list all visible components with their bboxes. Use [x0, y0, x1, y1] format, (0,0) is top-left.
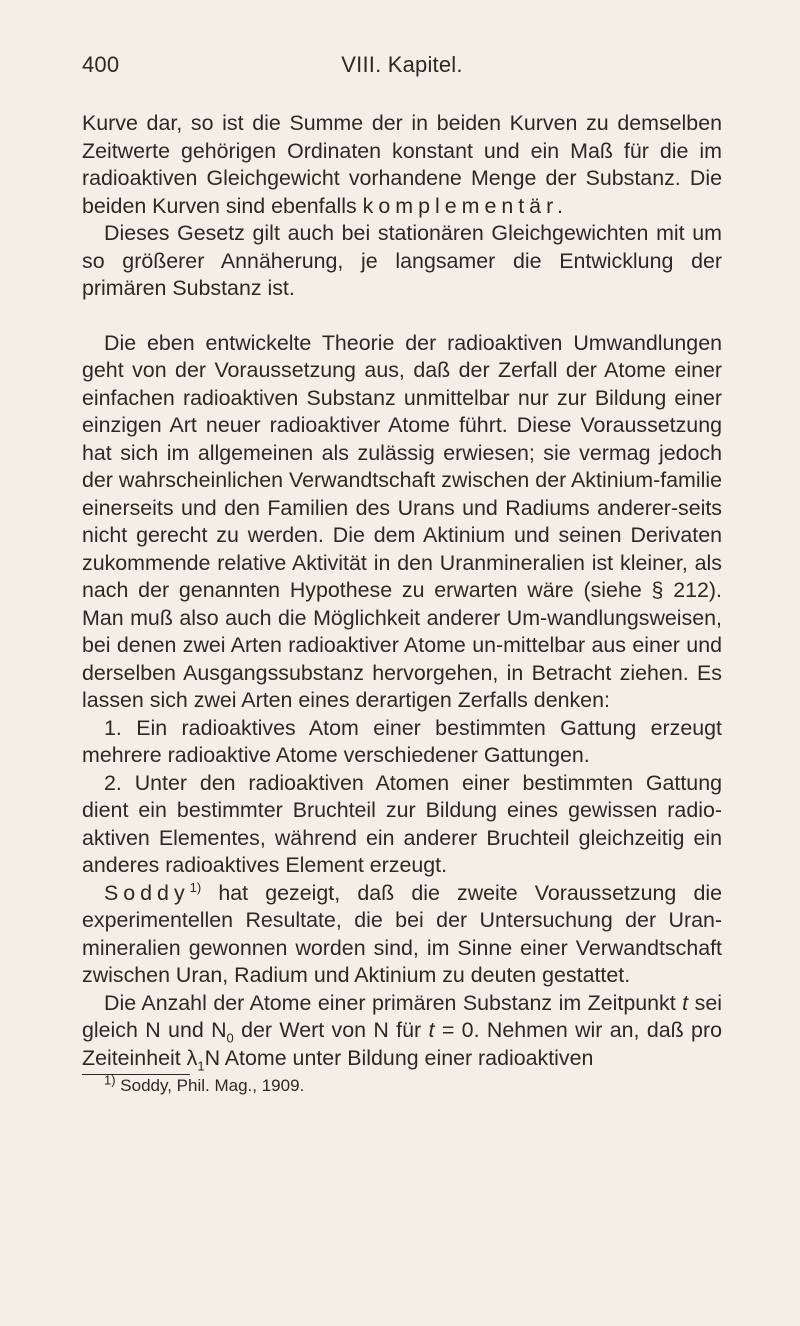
paragraph-1-text: Kurve dar, so ist die Summe der in beiden Kurven zu demselben Zeitwerte gehörigen Ordinaten konstant und ein Maß für die im radioaktiven Gleichgewicht vorhandene Menge der Substanz. Die beiden Kurven sind ebenfalls — [82, 111, 722, 218]
p5-part-a: Die Anzahl der Atome einer primären Substanz im Zeitpunkt — [104, 990, 676, 1015]
list-item-2: 2. Unter den radioaktiven Atomen einer bestimmten Gattung dient ein bestimmter Bruchteil zur Bildung eines gewissen radio-aktiven Elementes, während ein anderer Bruchteil gleichzeitig ein anderes radioaktives Element erzeugt. — [82, 770, 722, 877]
footnote — [104, 1072, 722, 1097]
p5-part-c: der Wert von N für — [241, 1018, 422, 1042]
paragraph-3: Die eben entwickelte Theorie der radioaktiven Umwandlungen geht von der Voraussetzung aus, daß der Zerfall der Atome einer einfachen radioaktiven Substanz unmittelbar nur zur Bildung einer einzigen Art neuer radioaktiver Atome führt. Diese Voraussetzung hat sich im allgemeinen als zulässig erwiesen; sie vermag jedoch der wahrscheinlichen Verwandtschaft zwischen der Aktinium-familie einerseits und den Familien des Urans und Radiums anderer-seits nicht gerecht zu werden. Die dem Aktinium und seinen Derivaten zukommende relative Aktivität in den Uranmineralien ist kleiner, als nach der genannten Hypothese zu erwarten wäre (siehe § 212). Man muß also auch die Möglichkeit anderer Um-wandlungsweisen, bei denen zwei Arten radioaktiver Atome un-mittelbar aus einer und derselben Ausgangssubstanz hervorgehen, in Betracht ziehen. Es lassen sich zwei Arten eines derartigen Zerfalls denken: — [82, 330, 722, 712]
footnote-text: Soddy, Phil. Mag., 1909. — [120, 1076, 305, 1095]
footnote-ref: 1) — [189, 879, 202, 895]
footnote-mark: 1) — [104, 1072, 116, 1088]
author-name: Soddy — [104, 880, 190, 905]
p5-part-d: = 0. Nehmen wir an, daß pro Zeiteinheit λ — [82, 1018, 722, 1070]
subscript-zero: 0 — [226, 1030, 234, 1046]
paragraph-4-text: hat gezeigt, daß die zweite Voraussetzung die experimentellen Resultate, die bei der Untersuchung der Uran-mineralien gewonnen worden sind, im Sinne einer Verwandtschaft zwischen Uran, Radium und Aktinium zu deuten gestattet. — [82, 880, 722, 987]
variable-t: t — [682, 990, 689, 1015]
paragraph-gap — [82, 303, 722, 330]
body-text — [82, 110, 722, 1097]
variable-t-2: t — [428, 1018, 435, 1042]
paragraph-1 — [82, 110, 722, 220]
list-item-1: 1. Ein radioaktives Atom einer bestimmten Gattung erzeugt mehrere radioaktive Atome verschiedener Gattungen. — [82, 715, 722, 767]
paragraph-4 — [82, 880, 722, 990]
subscript-one: 1 — [197, 1057, 205, 1073]
page-number: 400 — [82, 52, 120, 77]
paragraph-2: Dieses Gesetz gilt auch bei stationären Gleichgewichten mit um so größerer Annäherung, je langsamer die Entwicklung der primären Substanz ist. — [82, 221, 722, 300]
chapter-title: VIII. Kapitel. — [341, 52, 463, 77]
page-header — [82, 52, 722, 82]
paragraph-5 — [82, 990, 722, 1073]
spaced-word: komplementär. — [362, 193, 568, 218]
p5-part-e: N Atome unter Bildung einer radioaktiven — [204, 1045, 594, 1070]
p5-part-b: sei gleich N und N — [82, 990, 722, 1042]
